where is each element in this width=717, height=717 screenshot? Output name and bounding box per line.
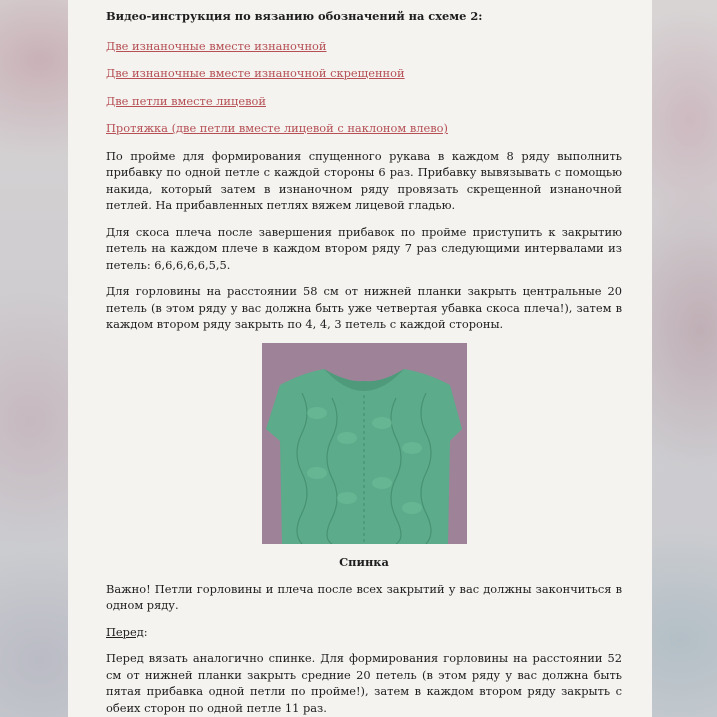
document-page (68, 0, 652, 717)
paragraph-shoulder-slope: Для скоса плеча после завершения прибавок по пройме приступить к закрытию петель на каждом плече в каждом втором ряду 7 раз следующими интервалами из петель: 6,6,6,6,6,5,5. (106, 224, 622, 272)
paragraph-important-note: Важно! Петли горловины и плеча после всех закрытий у вас должны закончиться в одном ряду. (106, 581, 622, 612)
front-section-label (106, 624, 622, 641)
front-label-colon: : (143, 624, 148, 639)
video-instructions-heading: Видео-инструкция по вязанию обозначений на схеме 2: (106, 9, 483, 23)
photo-caption: Спинка (339, 555, 389, 569)
paragraph-armhole-increases: По пройме для формирования спущенного рукава в каждом 8 ряду выполнить прибавку по одной петле с каждой стороны 6 раз. Прибавку вывязывать с помощью накида, который затем в изнаночном ряду провязать скрещенной изнаночной петлей. На прибавленных петлях вяжем лицевой гладью. (106, 148, 622, 212)
knitted-back-photo (262, 343, 467, 544)
paragraph-front-instructions: Перед вязать аналогично спинке. Для формирования горловины на расстоянии 52 см от нижней планки закрыть средние 20 петель (в этом ряду у вас должна быть пятая прибавка одной петли по пройме!), затем в каждом втором ряду закрыть с обеих сторон по одной петле 11 раз. (106, 651, 622, 715)
front-label: Перед (106, 624, 144, 639)
photo-container (106, 343, 622, 549)
link-purl-two-together-crossed[interactable]: Две изнаночные вместе изнаночной скрещенной (106, 66, 405, 80)
link-purl-two-together[interactable]: Две изнаночные вместе изнаночной (106, 38, 327, 53)
paragraph-neckline-back: Для горловины на расстоянии 58 см от нижней планки закрыть центральные 20 петель (в этом ряду у вас должна быть уже четвертая убавка скоса плеча!), затем в каждом втором ряду закрыть по 4, 4, 3 петель с каждой стороны. (106, 284, 622, 331)
link-slip-stitch-decrease[interactable]: Протяжка (две петли вместе лицевой с наклоном влево) (106, 121, 448, 135)
link-knit-two-together[interactable]: Две петли вместе лицевой (106, 93, 266, 108)
